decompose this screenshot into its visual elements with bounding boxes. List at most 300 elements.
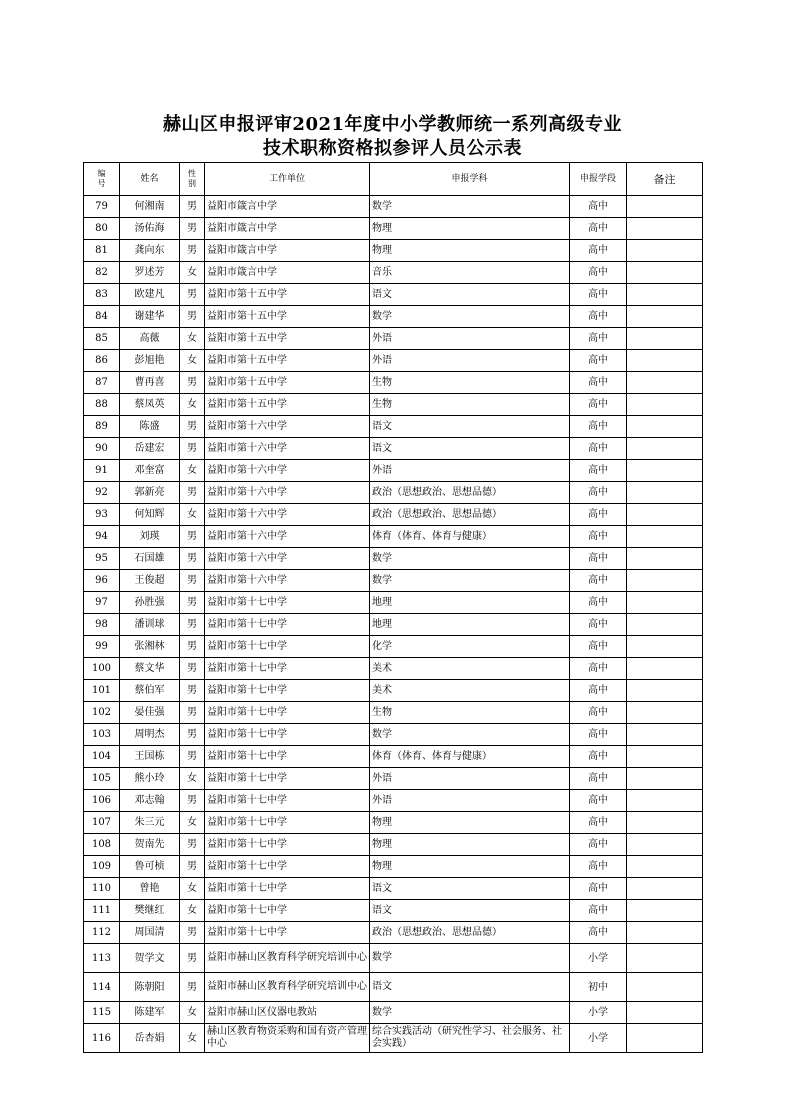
cell-stage: 高中	[570, 702, 627, 724]
cell-note	[627, 218, 703, 240]
cell-unit: 益阳市第十五中学	[205, 284, 370, 306]
cell-name: 曾艳	[120, 878, 180, 900]
cell-note	[627, 482, 703, 504]
header-name: 姓名	[120, 163, 180, 196]
cell-no: 92	[84, 482, 120, 504]
cell-subject: 语文	[370, 973, 570, 1002]
cell-stage: 高中	[570, 900, 627, 922]
cell-stage: 高中	[570, 306, 627, 328]
cell-note	[627, 372, 703, 394]
cell-gender: 女	[180, 328, 205, 350]
header-unit: 工作单位	[205, 163, 370, 196]
table-row	[84, 218, 703, 240]
cell-subject: 美术	[370, 658, 570, 680]
cell-stage: 高中	[570, 680, 627, 702]
cell-no: 81	[84, 240, 120, 262]
cell-note	[627, 460, 703, 482]
cell-name: 鲁可桢	[120, 856, 180, 878]
cell-subject: 数学	[370, 548, 570, 570]
table-row	[84, 416, 703, 438]
cell-note	[627, 768, 703, 790]
cell-unit: 益阳市第十七中学	[205, 922, 370, 944]
cell-no: 95	[84, 548, 120, 570]
cell-no: 89	[84, 416, 120, 438]
cell-note	[627, 328, 703, 350]
cell-no: 111	[84, 900, 120, 922]
cell-stage: 高中	[570, 218, 627, 240]
applicant-table	[83, 162, 703, 1053]
cell-note	[627, 196, 703, 218]
cell-gender: 男	[180, 834, 205, 856]
table-row	[84, 262, 703, 284]
cell-unit: 益阳市第十七中学	[205, 900, 370, 922]
cell-name: 周明杰	[120, 724, 180, 746]
table-row	[84, 680, 703, 702]
cell-note	[627, 922, 703, 944]
cell-stage: 高中	[570, 548, 627, 570]
cell-gender: 男	[180, 944, 205, 973]
cell-stage: 小学	[570, 944, 627, 973]
cell-gender: 男	[180, 284, 205, 306]
cell-no: 110	[84, 878, 120, 900]
table-row	[84, 482, 703, 504]
cell-no: 86	[84, 350, 120, 372]
cell-gender: 女	[180, 350, 205, 372]
cell-stage: 高中	[570, 460, 627, 482]
cell-unit: 益阳市第十五中学	[205, 350, 370, 372]
cell-note	[627, 306, 703, 328]
cell-unit: 益阳市第十七中学	[205, 746, 370, 768]
cell-no: 83	[84, 284, 120, 306]
cell-note	[627, 614, 703, 636]
cell-gender: 男	[180, 790, 205, 812]
cell-name: 王国栋	[120, 746, 180, 768]
cell-no: 104	[84, 746, 120, 768]
table-header-row	[84, 163, 703, 196]
cell-unit: 益阳市第十六中学	[205, 526, 370, 548]
cell-no: 108	[84, 834, 120, 856]
cell-unit: 益阳市第十六中学	[205, 482, 370, 504]
cell-note	[627, 812, 703, 834]
cell-subject: 政治（思想政治、思想品德）	[370, 504, 570, 526]
table-row	[84, 570, 703, 592]
cell-gender: 男	[180, 702, 205, 724]
cell-gender: 男	[180, 724, 205, 746]
cell-name: 潘训球	[120, 614, 180, 636]
cell-name: 贺学文	[120, 944, 180, 973]
cell-subject: 政治（思想政治、思想品德）	[370, 922, 570, 944]
cell-stage: 高中	[570, 878, 627, 900]
cell-subject: 语文	[370, 438, 570, 460]
cell-gender: 男	[180, 570, 205, 592]
cell-subject: 数学	[370, 944, 570, 973]
cell-name: 张湘林	[120, 636, 180, 658]
cell-unit: 益阳市第十六中学	[205, 548, 370, 570]
cell-subject: 综合实践活动（研究性学习、社会服务、社会实践）	[370, 1024, 570, 1053]
cell-name: 蔡凤英	[120, 394, 180, 416]
cell-name: 陈朝阳	[120, 973, 180, 1002]
cell-name: 熊小玲	[120, 768, 180, 790]
cell-gender: 男	[180, 592, 205, 614]
cell-gender: 男	[180, 614, 205, 636]
cell-note	[627, 262, 703, 284]
cell-gender: 男	[180, 636, 205, 658]
cell-name: 罗述芳	[120, 262, 180, 284]
cell-gender: 男	[180, 372, 205, 394]
cell-note	[627, 504, 703, 526]
cell-gender: 女	[180, 1002, 205, 1024]
table-row	[84, 900, 703, 922]
cell-unit: 益阳市箴言中学	[205, 262, 370, 284]
cell-unit: 益阳市第十六中学	[205, 504, 370, 526]
table-row	[84, 812, 703, 834]
cell-no: 80	[84, 218, 120, 240]
cell-unit: 益阳市第十七中学	[205, 724, 370, 746]
cell-subject: 物理	[370, 834, 570, 856]
cell-note	[627, 746, 703, 768]
table-row	[84, 284, 703, 306]
cell-name: 刘瑛	[120, 526, 180, 548]
cell-stage: 高中	[570, 372, 627, 394]
table-row	[84, 702, 703, 724]
cell-name: 高薇	[120, 328, 180, 350]
cell-subject: 生物	[370, 702, 570, 724]
cell-stage: 高中	[570, 658, 627, 680]
cell-stage: 高中	[570, 394, 627, 416]
cell-subject: 语文	[370, 878, 570, 900]
cell-no: 79	[84, 196, 120, 218]
cell-unit: 益阳市第十五中学	[205, 394, 370, 416]
cell-note	[627, 1002, 703, 1024]
table-row	[84, 328, 703, 350]
cell-stage: 高中	[570, 746, 627, 768]
document-title-line-2: 技术职称资格拟参评人员公示表	[263, 138, 522, 159]
cell-gender: 女	[180, 768, 205, 790]
cell-note	[627, 724, 703, 746]
cell-gender: 男	[180, 218, 205, 240]
cell-gender: 女	[180, 504, 205, 526]
cell-no: 106	[84, 790, 120, 812]
cell-name: 朱三元	[120, 812, 180, 834]
cell-unit: 益阳市第十七中学	[205, 636, 370, 658]
cell-name: 谢建华	[120, 306, 180, 328]
cell-unit: 益阳市第十七中学	[205, 856, 370, 878]
cell-note	[627, 438, 703, 460]
cell-no: 88	[84, 394, 120, 416]
cell-stage: 高中	[570, 856, 627, 878]
cell-note	[627, 350, 703, 372]
cell-name: 欧建凡	[120, 284, 180, 306]
cell-unit: 益阳市第十七中学	[205, 592, 370, 614]
cell-stage: 高中	[570, 350, 627, 372]
cell-unit: 益阳市赫山区教育科学研究培训中心	[205, 973, 370, 1002]
table-row	[84, 922, 703, 944]
cell-stage: 高中	[570, 636, 627, 658]
table-row	[84, 614, 703, 636]
cell-note	[627, 240, 703, 262]
table-row	[84, 350, 703, 372]
cell-no: 115	[84, 1002, 120, 1024]
header-subject: 申报学科	[370, 163, 570, 196]
cell-unit: 益阳市赫山区仪器电教站	[205, 1002, 370, 1024]
cell-stage: 高中	[570, 240, 627, 262]
cell-unit: 益阳市第十六中学	[205, 460, 370, 482]
cell-no: 97	[84, 592, 120, 614]
cell-stage: 初中	[570, 973, 627, 1002]
cell-stage: 高中	[570, 812, 627, 834]
table-row	[84, 438, 703, 460]
cell-note	[627, 636, 703, 658]
cell-unit: 益阳市第十五中学	[205, 372, 370, 394]
table-row	[84, 548, 703, 570]
cell-name: 贺南先	[120, 834, 180, 856]
table-row	[84, 768, 703, 790]
cell-stage: 高中	[570, 790, 627, 812]
cell-subject: 化学	[370, 636, 570, 658]
cell-name: 邓志翰	[120, 790, 180, 812]
cell-name: 龚向东	[120, 240, 180, 262]
table-row	[84, 306, 703, 328]
table-row	[84, 944, 703, 973]
table-row	[84, 1024, 703, 1053]
cell-no: 103	[84, 724, 120, 746]
table-row	[84, 592, 703, 614]
cell-unit: 益阳市第十五中学	[205, 328, 370, 350]
cell-no: 99	[84, 636, 120, 658]
cell-subject: 物理	[370, 812, 570, 834]
table-row	[84, 636, 703, 658]
cell-note	[627, 526, 703, 548]
cell-no: 87	[84, 372, 120, 394]
cell-name: 曹再喜	[120, 372, 180, 394]
table-row	[84, 834, 703, 856]
cell-no: 100	[84, 658, 120, 680]
cell-gender: 男	[180, 658, 205, 680]
cell-subject: 外语	[370, 460, 570, 482]
table-row	[84, 1002, 703, 1024]
header-note: 备注	[627, 163, 703, 196]
cell-gender: 男	[180, 973, 205, 1002]
cell-stage: 高中	[570, 262, 627, 284]
cell-unit: 益阳市第十六中学	[205, 570, 370, 592]
cell-stage: 高中	[570, 482, 627, 504]
table-row	[84, 746, 703, 768]
cell-no: 84	[84, 306, 120, 328]
cell-no: 91	[84, 460, 120, 482]
cell-name: 陈盛	[120, 416, 180, 438]
cell-gender: 女	[180, 460, 205, 482]
cell-no: 94	[84, 526, 120, 548]
table-row	[84, 394, 703, 416]
cell-gender: 男	[180, 746, 205, 768]
cell-note	[627, 592, 703, 614]
cell-unit: 益阳市第十七中学	[205, 878, 370, 900]
cell-stage: 高中	[570, 504, 627, 526]
cell-subject: 数学	[370, 1002, 570, 1024]
cell-subject: 物理	[370, 240, 570, 262]
cell-unit: 益阳市第十七中学	[205, 614, 370, 636]
cell-note	[627, 416, 703, 438]
cell-stage: 高中	[570, 922, 627, 944]
cell-note	[627, 878, 703, 900]
cell-name: 王俊超	[120, 570, 180, 592]
table-row	[84, 526, 703, 548]
cell-gender: 男	[180, 438, 205, 460]
cell-gender: 男	[180, 482, 205, 504]
cell-name: 樊继红	[120, 900, 180, 922]
cell-name: 孙胜强	[120, 592, 180, 614]
cell-gender: 男	[180, 526, 205, 548]
cell-unit: 益阳市第十六中学	[205, 416, 370, 438]
cell-name: 周国清	[120, 922, 180, 944]
cell-stage: 高中	[570, 196, 627, 218]
cell-subject: 体育（体育、体育与健康）	[370, 746, 570, 768]
cell-unit: 益阳市箴言中学	[205, 196, 370, 218]
cell-subject: 体育（体育、体育与健康）	[370, 526, 570, 548]
cell-subject: 外语	[370, 768, 570, 790]
cell-name: 何知辉	[120, 504, 180, 526]
cell-subject: 语文	[370, 900, 570, 922]
cell-subject: 外语	[370, 350, 570, 372]
cell-gender: 男	[180, 416, 205, 438]
cell-name: 蔡文华	[120, 658, 180, 680]
cell-gender: 女	[180, 394, 205, 416]
cell-no: 85	[84, 328, 120, 350]
cell-no: 90	[84, 438, 120, 460]
cell-stage: 高中	[570, 724, 627, 746]
cell-subject: 数学	[370, 724, 570, 746]
cell-gender: 男	[180, 196, 205, 218]
cell-subject: 地理	[370, 614, 570, 636]
table-row	[84, 372, 703, 394]
cell-no: 93	[84, 504, 120, 526]
cell-name: 岳建宏	[120, 438, 180, 460]
cell-unit: 益阳市第十六中学	[205, 438, 370, 460]
header-no	[84, 163, 120, 196]
cell-note	[627, 284, 703, 306]
cell-no: 112	[84, 922, 120, 944]
cell-no: 107	[84, 812, 120, 834]
cell-subject: 生物	[370, 372, 570, 394]
cell-gender: 男	[180, 548, 205, 570]
cell-gender: 男	[180, 856, 205, 878]
cell-subject: 音乐	[370, 262, 570, 284]
cell-note	[627, 856, 703, 878]
cell-subject: 物理	[370, 856, 570, 878]
cell-stage: 高中	[570, 438, 627, 460]
cell-unit: 益阳市第十七中学	[205, 658, 370, 680]
header-gender	[180, 163, 205, 196]
table-row	[84, 973, 703, 1002]
cell-note	[627, 834, 703, 856]
cell-unit: 益阳市第十五中学	[205, 306, 370, 328]
cell-stage: 高中	[570, 570, 627, 592]
cell-name: 何湘南	[120, 196, 180, 218]
table-row	[84, 790, 703, 812]
cell-unit: 益阳市第十七中学	[205, 680, 370, 702]
cell-no: 82	[84, 262, 120, 284]
cell-subject: 数学	[370, 196, 570, 218]
cell-unit: 赫山区教育物资采购和国有资产管理中心	[205, 1024, 370, 1053]
cell-stage: 高中	[570, 834, 627, 856]
table-row	[84, 878, 703, 900]
cell-name: 邓奎富	[120, 460, 180, 482]
table-row	[84, 196, 703, 218]
cell-stage: 高中	[570, 416, 627, 438]
cell-stage: 高中	[570, 614, 627, 636]
document-title-line-1: 赫山区申报评审2021年度中小学教师统一系列高级专业	[162, 114, 623, 135]
cell-stage: 高中	[570, 328, 627, 350]
cell-note	[627, 680, 703, 702]
cell-subject: 数学	[370, 306, 570, 328]
cell-subject: 语文	[370, 416, 570, 438]
cell-no: 113	[84, 944, 120, 973]
cell-unit: 益阳市赫山区教育科学研究培训中心	[205, 944, 370, 973]
cell-unit: 益阳市第十七中学	[205, 768, 370, 790]
cell-note	[627, 570, 703, 592]
cell-subject: 政治（思想政治、思想品德）	[370, 482, 570, 504]
cell-gender: 女	[180, 812, 205, 834]
cell-note	[627, 900, 703, 922]
cell-no: 105	[84, 768, 120, 790]
table-row	[84, 658, 703, 680]
cell-note	[627, 973, 703, 1002]
table-row	[84, 504, 703, 526]
cell-name: 石国雄	[120, 548, 180, 570]
cell-no: 114	[84, 973, 120, 1002]
cell-unit: 益阳市第十七中学	[205, 790, 370, 812]
cell-stage: 小学	[570, 1024, 627, 1053]
cell-name: 蔡伯军	[120, 680, 180, 702]
table-row	[84, 724, 703, 746]
cell-unit: 益阳市第十七中学	[205, 812, 370, 834]
cell-note	[627, 658, 703, 680]
cell-note	[627, 548, 703, 570]
cell-subject: 外语	[370, 790, 570, 812]
cell-subject: 物理	[370, 218, 570, 240]
cell-gender: 女	[180, 900, 205, 922]
cell-name: 晏佳强	[120, 702, 180, 724]
cell-no: 101	[84, 680, 120, 702]
cell-name: 岳杏娟	[120, 1024, 180, 1053]
cell-gender: 女	[180, 1024, 205, 1053]
cell-stage: 高中	[570, 526, 627, 548]
cell-gender: 男	[180, 922, 205, 944]
table-row	[84, 240, 703, 262]
cell-no: 96	[84, 570, 120, 592]
cell-subject: 地理	[370, 592, 570, 614]
cell-no: 116	[84, 1024, 120, 1053]
cell-no: 98	[84, 614, 120, 636]
cell-unit: 益阳市箴言中学	[205, 240, 370, 262]
cell-stage: 高中	[570, 592, 627, 614]
cell-note	[627, 1024, 703, 1053]
cell-subject: 数学	[370, 570, 570, 592]
cell-no: 109	[84, 856, 120, 878]
cell-gender: 男	[180, 306, 205, 328]
header-gender-label: 性 别	[188, 169, 196, 188]
cell-name: 汤佑海	[120, 218, 180, 240]
header-stage: 申报学段	[570, 163, 627, 196]
cell-subject: 生物	[370, 394, 570, 416]
cell-name: 郭新亮	[120, 482, 180, 504]
cell-note	[627, 790, 703, 812]
cell-subject: 语文	[370, 284, 570, 306]
cell-stage: 高中	[570, 768, 627, 790]
cell-unit: 益阳市箴言中学	[205, 218, 370, 240]
table-row	[84, 856, 703, 878]
header-no-label: 编 号	[97, 169, 106, 188]
